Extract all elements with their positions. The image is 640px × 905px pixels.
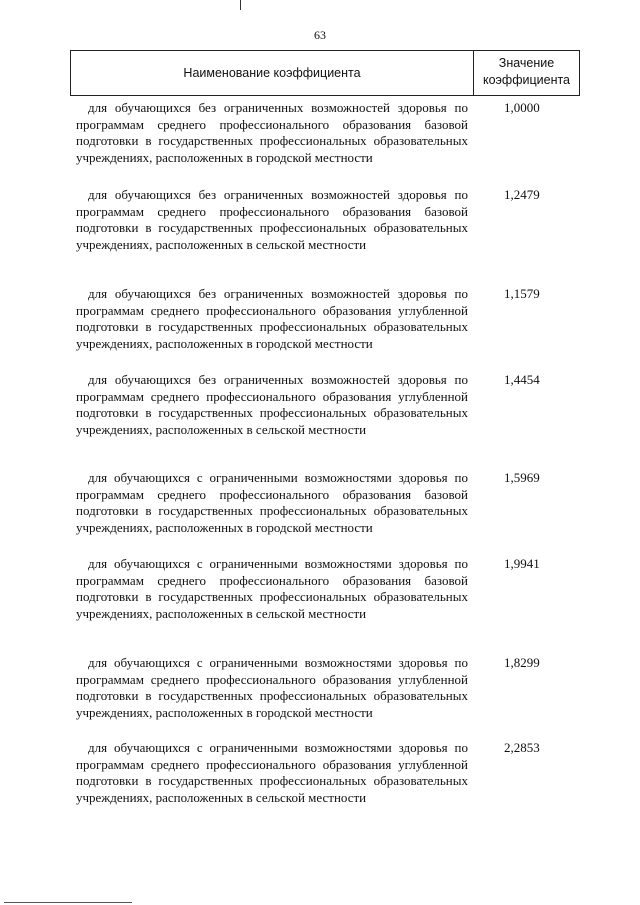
coefficient-name: для обучающихся без ограниченных возможностей здоровья по программам среднего профессионального образования базовой подготовки в государственных профессиональных образовательных учреждениях, расположенных в сельской местности xyxy=(76,187,468,252)
coefficient-value: 1,9941 xyxy=(504,556,540,571)
column-header-name: Наименование коэффициента xyxy=(183,66,361,80)
coefficient-name: для обучающихся с ограниченными возможностями здоровья по программам среднего профессионального образования углубленной подготовки в государственных профессиональных образовательных учреждениях, расположенных в сельской местности xyxy=(76,740,468,805)
coefficient-name: для обучающихся без ограниченных возможностей здоровья по программам среднего профессионального образования базовой подготовки в государственных профессиональных образовательных учреждениях, расположенных в городской местности xyxy=(76,100,468,165)
coefficient-name: для обучающихся без ограниченных возможностей здоровья по программам среднего профессионального образования углубленной подготовки в государственных профессиональных образовательных учреждениях, расположенных в сельской местности xyxy=(76,372,468,437)
coefficient-value: 1,2479 xyxy=(504,187,540,202)
column-header-value-line2: коэффициента xyxy=(482,73,571,87)
footnote-rule xyxy=(4,902,132,903)
coefficient-name: для обучающихся без ограниченных возможностей здоровья по программам среднего профессионального образования углубленной подготовки в государственных профессиональных образовательных учреждениях, расположенных в городской местности xyxy=(76,286,468,351)
coefficient-value: 1,0000 xyxy=(504,100,540,115)
coefficient-name: для обучающихся с ограниченными возможностями здоровья по программам среднего профессионального образования базовой подготовки в государственных профессиональных образовательных учреждениях, расположенных в городской местности xyxy=(76,470,468,535)
coefficient-value: 2,2853 xyxy=(504,740,540,755)
coefficient-name: для обучающихся с ограниченными возможностями здоровья по программам среднего профессионального образования углубленной подготовки в государственных профессиональных образовательных учреждениях, расположенных в городской местности xyxy=(76,655,468,720)
coefficient-value: 1,5969 xyxy=(504,470,540,485)
coefficient-value: 1,4454 xyxy=(504,372,540,387)
page-number: 63 xyxy=(314,28,326,42)
coefficient-value: 1,1579 xyxy=(504,286,540,301)
table-header xyxy=(70,50,580,96)
column-header-value-line1: Значение xyxy=(498,56,555,70)
coefficient-name: для обучающихся с ограниченными возможностями здоровья по программам среднего профессионального образования базовой подготовки в государственных профессиональных образовательных учреждениях, расположенных в сельской местности xyxy=(76,556,468,621)
scan-mark xyxy=(240,0,241,10)
column-header-value xyxy=(474,55,579,89)
coefficient-value: 1,8299 xyxy=(504,655,540,670)
